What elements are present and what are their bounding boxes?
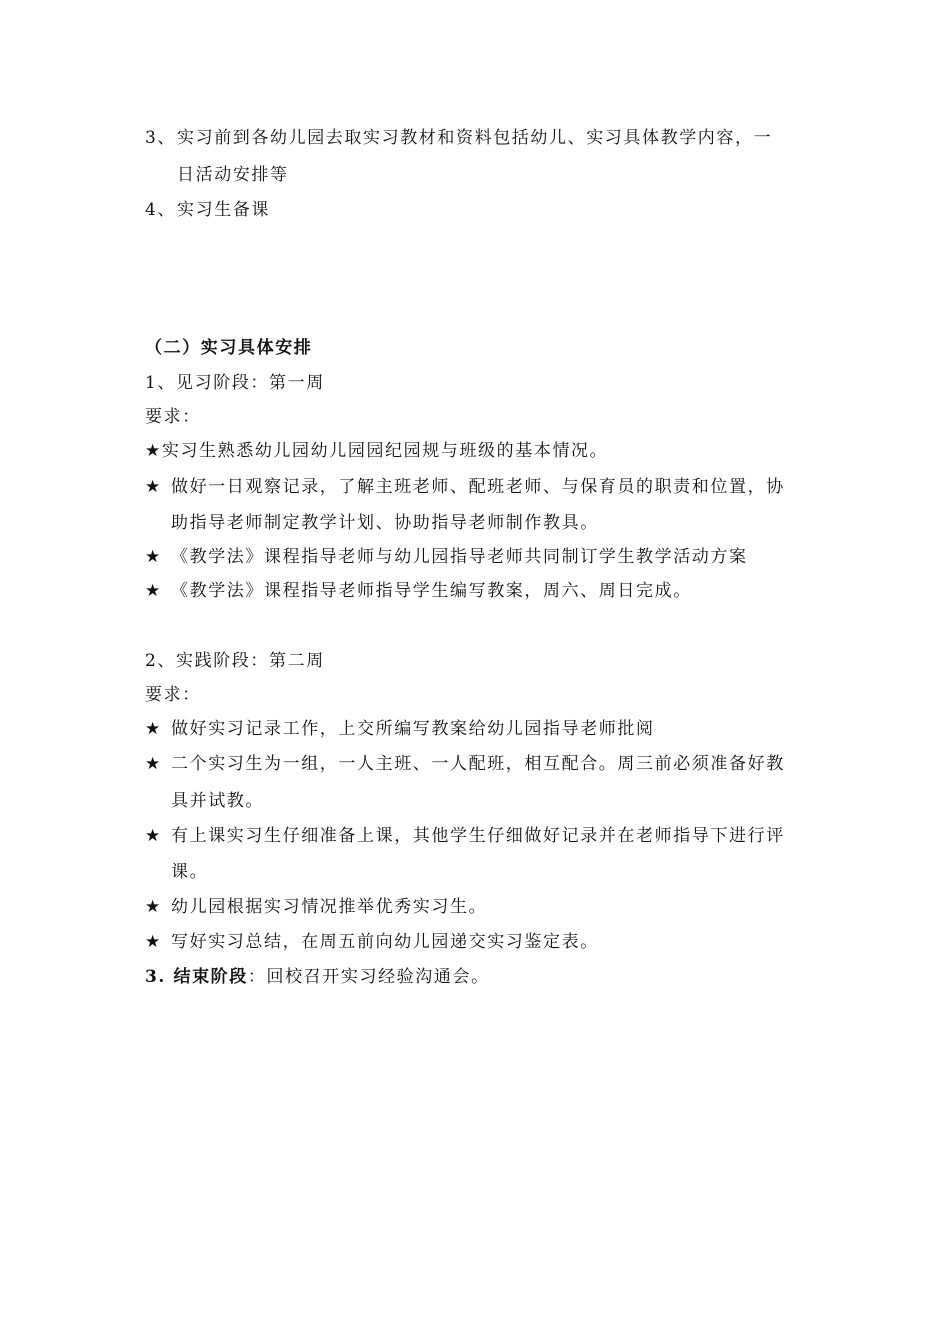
stage2-item-text: 幼儿园根据实习情况推举优秀实习生。: [171, 897, 488, 917]
stage3-text: 回校召开实习经验沟通会。: [266, 967, 490, 987]
prep-item-number: 4、: [145, 200, 177, 220]
star-icon: ★: [145, 754, 162, 774]
stage2-item-2-continuation: 具并试教。: [171, 791, 264, 811]
stage2-requirement-label: 要求：: [145, 685, 201, 705]
stage1-item-text: 《教学法》课程指导老师与幼儿园指导老师共同制订学生教学活动方案: [171, 547, 748, 567]
prep-item-text: 实习前到各幼儿园去取实习教材和资料包括幼儿、实习具体教学内容，一: [177, 128, 773, 148]
stage2-item-2: [145, 753, 785, 775]
stage2-item-text: 二个实习生为一组，一人主班、一人配班，相互配合。周三前必须准备好教: [171, 754, 785, 774]
stage1-item-text: 《教学法》课程指导老师指导学生编写教案，周六、周日完成。: [171, 581, 692, 601]
stage2-item-text: 做好实习记录工作，上交所编写教案给幼儿园指导老师批阅: [171, 719, 655, 739]
star-icon: ★: [145, 581, 162, 601]
star-icon: ★: [145, 932, 162, 952]
star-icon: ★: [145, 477, 162, 497]
stage2-item-3: [145, 825, 785, 847]
stage2-item-4: [145, 896, 487, 918]
stage1-item-4: [145, 580, 692, 602]
star-icon: ★: [145, 826, 162, 846]
prep-item-3: [145, 127, 772, 149]
star-icon: ★: [145, 547, 162, 567]
prep-item-number: 3、: [145, 128, 177, 148]
stage1-item-2-continuation: 助指导老师制定教学计划、协助指导老师制作教具。: [171, 513, 599, 533]
stage1-requirement-label: 要求：: [145, 407, 201, 427]
prep-item-text: 实习生备课: [177, 200, 270, 220]
stage1-item-text: 做好一日观察记录，了解主班老师、配班老师、与保育员的职责和位置，协: [171, 477, 785, 497]
star-icon: ★: [145, 897, 162, 917]
stage2-item-text: 写好实习总结，在周五前向幼儿园递交实习鉴定表。: [171, 932, 599, 952]
stage2-item-1: [145, 718, 655, 740]
stage1-item-text: 实习生熟悉幼儿园幼儿园园纪园规与班级的基本情况。: [161, 441, 609, 461]
stage2-item-text: 有上课实习生仔细准备上课，其他学生仔细做好记录并在老师指导下进行评: [171, 826, 785, 846]
stage1-item-1: [145, 440, 608, 462]
stage1-item-3: [145, 546, 748, 568]
stage3-colon: ：: [247, 967, 267, 987]
stage1-title: 1、见习阶段：第一周: [145, 373, 325, 393]
section-heading: （二）实习具体安排: [145, 338, 313, 358]
stage2-title: 2、实践阶段：第二周: [145, 651, 325, 671]
prep-item-3-continuation: 日活动安排等: [177, 165, 289, 185]
stage3: [145, 966, 490, 988]
star-icon: ★: [145, 719, 162, 739]
stage2-item-5: [145, 931, 599, 953]
prep-item-4: [145, 199, 270, 221]
stage1-item-2: [145, 476, 785, 498]
star-icon: ★: [145, 441, 162, 461]
stage2-item-3-continuation: 课。: [171, 862, 209, 882]
stage3-label: 3. 结束阶段: [145, 967, 248, 987]
